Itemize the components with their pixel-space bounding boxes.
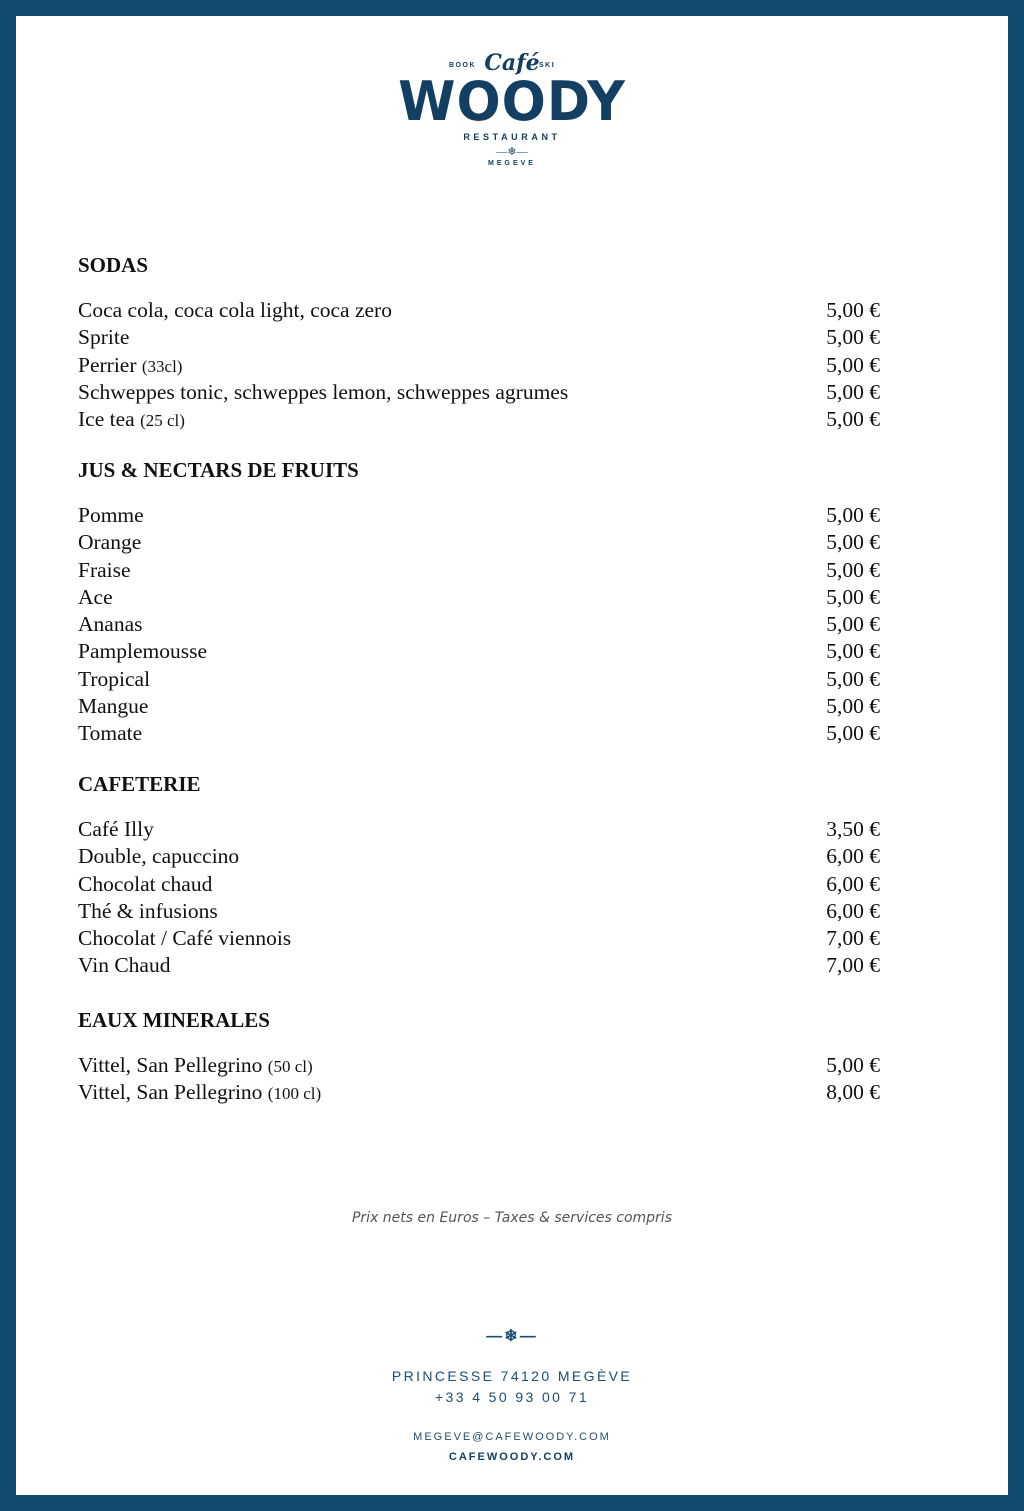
- item-price: 5,00 €: [826, 352, 880, 377]
- price-note: Prix nets en Euros – Taxes & services compris: [351, 1210, 672, 1226]
- item-list: [78, 1052, 880, 1107]
- item-name: Sprite: [78, 325, 130, 350]
- snowflake-icon: —❄—: [496, 146, 528, 158]
- section-title: JUS & NECTARS DE FRUITS: [78, 458, 359, 482]
- logo-book-text: BOOK: [449, 62, 476, 69]
- menu-item: [78, 502, 880, 529]
- logo-megeve-text: MEGEVE: [488, 160, 536, 167]
- item-price: 5,00 €: [826, 1053, 880, 1077]
- section-title: EAUX MINERALES: [78, 1008, 270, 1032]
- item-label: [78, 324, 129, 351]
- menu-item: [78, 297, 880, 324]
- item-list: [78, 297, 880, 433]
- item-name: Fraise: [78, 557, 131, 582]
- item-price: 5,00 €: [826, 612, 880, 637]
- menu-item: [78, 925, 880, 952]
- footer-snowflake-icon: —❄—: [486, 1328, 538, 1345]
- item-price: 5,00 €: [826, 325, 880, 350]
- section-title: SODAS: [78, 253, 149, 277]
- item-price: 6,00 €: [826, 871, 880, 896]
- item-label: [78, 1052, 313, 1079]
- item-price: 5,00 €: [826, 666, 880, 691]
- item-volume: (33cl): [141, 356, 183, 376]
- item-price: 7,00 €: [826, 953, 880, 978]
- item-name: Tropical: [78, 666, 151, 691]
- item-price: 5,00 €: [826, 584, 880, 609]
- item-label: [78, 1079, 321, 1106]
- menu-item: [78, 529, 880, 556]
- item-price: 5,00 €: [826, 379, 880, 404]
- menu-item: [78, 666, 880, 693]
- item-price: 5,00 €: [826, 530, 880, 555]
- footer-address: PRINCESSE 74120 MEGÈVE: [391, 1368, 633, 1384]
- menu-item: [78, 898, 880, 925]
- menu-item: [78, 352, 880, 379]
- menu-item: [78, 871, 880, 898]
- item-list: [78, 502, 880, 748]
- item-name: Pamplemousse: [78, 639, 207, 664]
- menu-item: [78, 638, 880, 665]
- section-sodas: [78, 252, 880, 433]
- menu-item: [78, 693, 880, 720]
- item-name: Ice tea: [78, 407, 135, 432]
- item-name: Pomme: [78, 503, 144, 527]
- item-price: 5,00 €: [826, 503, 880, 527]
- footer-website: CAFEWOODY.COM: [448, 1451, 576, 1463]
- item-label: [78, 379, 568, 406]
- menu-item: [78, 720, 880, 747]
- item-price: 5,00 €: [826, 557, 880, 582]
- menu-item: [78, 816, 880, 843]
- item-name: Schweppes tonic, schweppes lemon, schweppes agrumes: [78, 379, 569, 404]
- item-price: 5,00 €: [826, 298, 880, 322]
- item-name: Orange: [78, 530, 142, 555]
- section-juices: [78, 457, 880, 748]
- cafe-woody-logo: [16, 50, 1008, 167]
- menu-item: [78, 379, 880, 406]
- logo-cafe-script: Café: [484, 50, 540, 76]
- menu-item: [78, 952, 880, 979]
- item-name: Tomate: [78, 721, 143, 746]
- item-volume: (25 cl): [140, 411, 185, 431]
- menu-item: [78, 557, 880, 584]
- item-price: 7,00 €: [826, 926, 880, 951]
- menu-item: [78, 1052, 880, 1079]
- menu-item: [78, 843, 880, 870]
- item-price: 5,00 €: [826, 639, 880, 664]
- item-price: 8,00 €: [826, 1080, 880, 1105]
- item-label: [78, 352, 182, 379]
- item-name: Coca cola, coca cola light, coca zero: [78, 298, 392, 322]
- section-cafeterie: [78, 771, 880, 980]
- item-name: Mangue: [78, 694, 149, 719]
- item-name: Double, capuccino: [78, 844, 240, 869]
- logo-ski-text: SKI: [539, 62, 556, 69]
- item-price: 5,00 €: [826, 721, 880, 746]
- item-label: [78, 297, 392, 324]
- logo-restaurant-text: RESTAURANT: [463, 132, 561, 142]
- menu-item: [78, 1079, 880, 1106]
- item-name: Ananas: [78, 612, 143, 637]
- item-volume: (100 cl): [267, 1084, 322, 1104]
- footer: [16, 1326, 1008, 1467]
- item-volume: (50 cl): [267, 1057, 313, 1076]
- item-name: Perrier: [78, 352, 137, 377]
- item-name: Chocolat / Café viennois: [78, 926, 292, 951]
- item-name: Chocolat chaud: [78, 871, 213, 896]
- item-name: Ace: [78, 584, 113, 609]
- item-price: 5,00 €: [826, 407, 880, 432]
- item-price: 6,00 €: [826, 898, 880, 923]
- item-name: Vittel, San Pellegrino: [78, 1053, 263, 1077]
- menu-item: [78, 611, 880, 638]
- menu-item: [78, 584, 880, 611]
- section-eaux-minerales: [78, 1007, 880, 1107]
- item-price: 5,00 €: [826, 694, 880, 719]
- item-label: [78, 406, 185, 433]
- item-name: Café Illy: [78, 817, 154, 841]
- item-name: Thé & infusions: [78, 898, 218, 923]
- section-title: CAFETERIE: [78, 772, 201, 796]
- footer-phone: +33 4 50 93 00 71: [434, 1389, 590, 1405]
- item-name: Vin Chaud: [78, 953, 171, 978]
- menu-item: [78, 324, 880, 351]
- item-name: Vittel, San Pellegrino: [78, 1080, 263, 1105]
- menu-item: [78, 406, 880, 433]
- item-price: 6,00 €: [826, 844, 880, 869]
- item-price: 3,50 €: [826, 817, 880, 841]
- logo-woody-wordmark: WOODY: [398, 70, 626, 134]
- footer-email: MEGEVE@CAFEWOODY.COM: [413, 1431, 611, 1443]
- item-list: [78, 816, 880, 980]
